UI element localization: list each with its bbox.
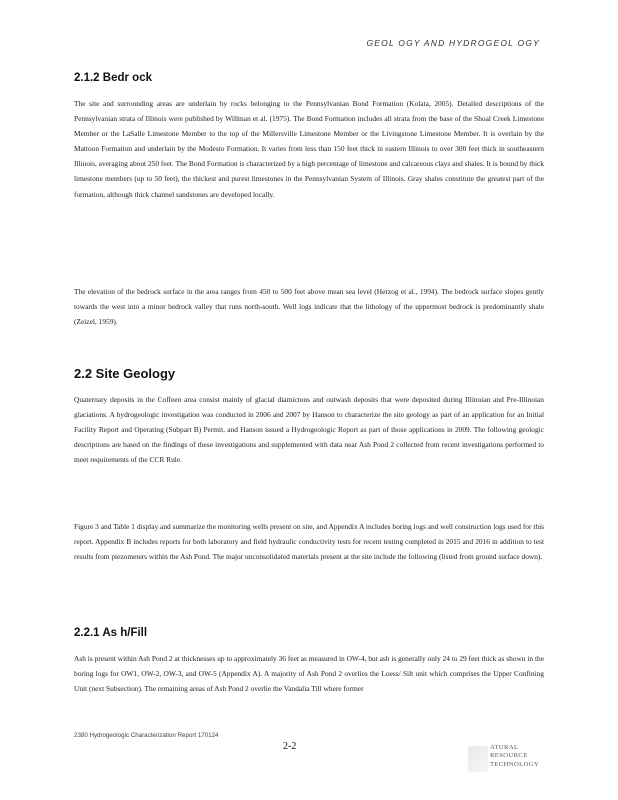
footer-document-label: 2380 Hydrogeologic Characterization Report 170124 xyxy=(74,732,219,739)
page-number: 2-2 xyxy=(283,741,297,752)
logo-line-1: ATURAL xyxy=(490,744,519,751)
bedrock-paragraph-2: The elevation of the bedrock surface in the area ranges from 450 to 500 feet above mean sea level (Herzog et al., 1994). The bedrock surface slopes gently towards the west into a minor bedrock valley that runs north-south. Well logs indicate that the lithology of the uppermost bedrock is predominantly shale (Zeizel, 1959). xyxy=(74,287,544,327)
bedrock-paragraph-1: The site and surrounding areas are underlain by rocks belonging to the Pennsylvanian Bond Formation (Kolata, 2005). Detailed descriptions of the Pennsylvanian strata of Illinois were published by Willman et al. (1975). The Bond Formation includes all strata from the base of the Shoal Creek Limestone Member or the LaSalle Limestone Member to the top of the Millersville Limestone Member or the Livingstone Limestone Member. It is overlain by the Mattoon Formation and underlain by the Modesto Formation. It varies from less than 150 feet thick in eastern Illinois to over 300 feet thick in southeastern Illinois, averaging about 250 feet. The Bond Formation is characterized by a high percentage of limestone and calcareous clays and shales. It is bound by thick limestone members (up to 50 feet), the thickest and purest limestones in the Pennsylvanian System of Illinois. Gray shales constitute the greatest part of the formation, although thick channel sandstones are developed locally. xyxy=(74,99,544,199)
section-heading-bedrock: 2.1.2 Bedr ock xyxy=(74,72,152,84)
logo-text xyxy=(490,744,539,769)
section-heading-ash-fill: 2.2.1 As h/Fill xyxy=(74,627,148,639)
section-heading-site-geology: 2.2 Site Geology xyxy=(74,366,176,381)
site-geology-paragraph-2: Figure 3 and Table 1 display and summarize the monitoring wells present on site, and Appendix A includes boring logs and well construction logs used for this report. Appendix B includes reports for both laboratory and field hydraulic conductivity tests for recent testing completed in 2015 and 2016 in addition to test results from piezometers within the Ash Pond. The major unconsolidated materials present at the site include the following (listed from ground surface down). xyxy=(74,522,544,562)
ash-fill-paragraph-1: Ash is present within Ash Pond 2 at thicknesses up to approximately 36 feet as measured in OW-4, but ash is generally only 24 to 29 feet thick as shown in the boring logs for OW1, OW-2, OW-3, and OW-5 (Appendix A). A majority of Ash Pond 2 overlies the Loess/ Silt unit which comprises the Upper Confining Unit (next Subsection). The remaining areas of Ash Pond 2 overlie the Vandalia Till where former xyxy=(74,654,544,694)
logo-line-2: RESOURCE xyxy=(490,752,528,760)
company-logo xyxy=(468,742,548,776)
logo-line-3: TECHNOLOGY xyxy=(490,760,540,768)
running-header: GEOL OGY AND HYDROGEOL OGY xyxy=(366,38,540,48)
site-geology-paragraph-1: Quaternary deposits in the Coffeen area consist mainly of glacial diamictons and outwash deposits that were deposited during Illinoian and Pre-Illinoian glaciations. A hydrogeologic investigation was conducted in 2006 and 2007 by Hanson to characterize the site geology as part of an application for an Initial Facility Report and Operating (Subpart B) Permit, and Hanson issued a Hydrogeologic Report as part of those applications in 2009. The following geologic descriptions are based on the findings of these investigations and supplemented with data near Ash Pond 2 collected from recent investigations performed to meet requirements of the CCR Rule. xyxy=(74,395,544,465)
logo-mark-icon xyxy=(468,746,488,772)
